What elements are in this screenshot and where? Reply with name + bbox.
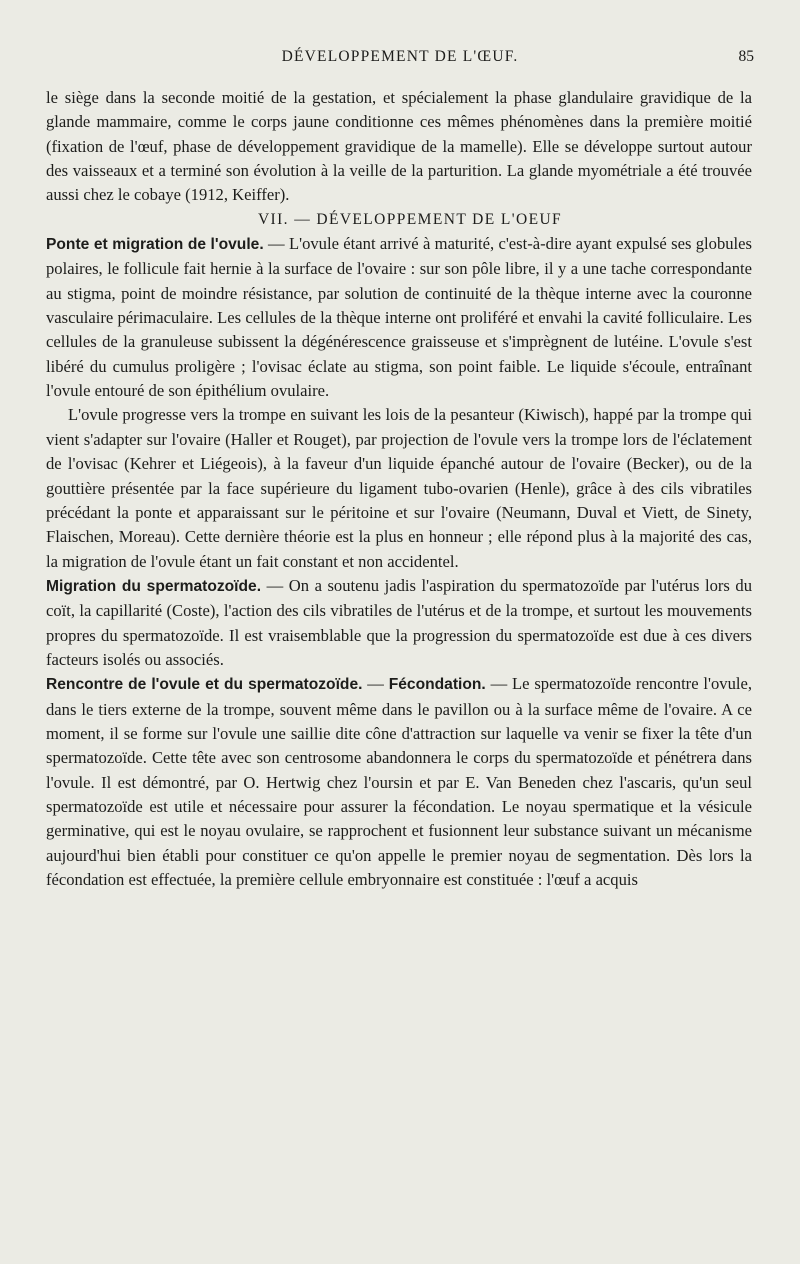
page-header — [46, 48, 754, 72]
paragraph-fecondation — [46, 672, 752, 892]
run-in-heading-ponte: Ponte et migration de l'ovule. — [46, 236, 264, 254]
run-in-heading-rencontre: Rencontre de l'ovule et du spermatozoïde. — [46, 676, 363, 694]
paragraph-ponte — [46, 232, 752, 403]
running-title: DÉVELOPPEMENT DE L'ŒUF. — [281, 48, 519, 65]
page-number: 85 — [738, 48, 754, 65]
page-body — [46, 86, 752, 892]
run-in-heading-fecondation: Fécondation. — [388, 676, 486, 694]
paragraph-fecondation-text: — Le spermatozoïde rencontre l'ovule, dans le tiers externe de la trompe, souvent même dans le pavillon ou à la surface même de l'ovaire. A ce moment, il se forme sur l'ovule une saillie dite cône d'attraction sur laquelle va venir se fixer la tête d'un spermatozoïde. Cette tête avec son centrosome abandonnera le corps du spermatozoïde et pénétrera dans l'ovule. Il est démontré, par O. Hertwig chez l'oursin et par E. Van Beneden chez l'ascaris, qu'un seul spermatozoïde est utile et nécessaire pour assurer la fécondation. Le noyau spermatique et la vésicule germinative, qui est le noyau ovulaire, se rapprochent et fusionnent leur substance suivant un mécanisme aujourd'hui bien établi pour constituer ce qu'on appelle le premier noyau de segmentation. Dès lors la fécondation est effectuée, la première cellule embryonnaire est constituée : l'œuf a acquis — [46, 674, 753, 889]
run-in-heading-migration: Migration du spermatozoïde. — [46, 577, 262, 595]
paragraph-ovule-progression: L'ovule progresse vers la trompe en suivant les lois de la pesanteur (Kiwisch), happé par la trompe qui vient s'adapter sur l'ovaire (Haller et Rouget), par projection de l'ovule vers la trompe lors de l'éclatement de l'ovisac (Kehrer et Liégeois), à la faveur d'un liquide épanché autour de l'ovaire (Becker), ou de la gouttière présentée par la face supérieure du ligament tubo-ovarien (Henle), grâce à des cils vibratiles précédant la ponte et apparaissant sur le péritoine et sur l'ovaire (Neumann, Duval et Viett, de Sinety, Flaischen, Moreau). Cette dernière théorie est la plus en honneur ; elle répond plus à la majorité des cas, la migration de l'ovule étant un fait constant et non accidentel. — [46, 405, 752, 571]
section-title: VII. — DÉVELOPPEMENT DE L'OEUF — [257, 210, 563, 228]
paragraph-ponte-text: — L'ovule étant arrivé à maturité, c'est-à-dire ayant expulsé ses globules polaires, le follicule fait hernie à la surface de l'ovaire : sur son pôle libre, il y a une tache correspondante au stigma, point de moindre résistance, par solution de continuité de la thèque interne avec la couronne vasculaire périmaculaire. Les cellules de la thèque interne ont proliféré et envahi la cavité folliculaire. Les cellules de la granuleuse subissent la dégénérescence graisseuse et s'imprègnent de lutéine. L'ovule s'est libéré du cumulus proligère ; l'ovisac éclate au stigma, son point faible. Le liquide s'écoule, entraînant l'ovule entouré de son épithélium ovulaire. — [46, 234, 752, 401]
paragraph-continued: le siège dans la seconde moitié de la gestation, et spécialement la phase glandulaire gravidique de la glande mammaire, comme le corps jaune conditionne ces mêmes phénomènes dans la première moitié (fixation de l'œuf, phase de développement gravidique de la mamelle). Elle se développe surtout autour des vaisseaux et a terminé son évolution à la veille de la parturition. La glande myométriale a été trouvée aussi chez le cobaye (1912, Keiffer). — [46, 88, 752, 205]
paragraph-migration-text: — On a soutenu jadis l'aspiration du spermatozoïde par l'utérus lors du coït, la capillarité (Coste), l'action des cils vibratiles de l'utérus et de la trompe, et surtout les mouvements propres du spermatozoïde. Il est vraisemblable que la progression du spermatozoïde est due à ces divers facteurs isolés ou associés. — [46, 575, 752, 669]
paragraph-migration-spermatozoide — [46, 574, 752, 672]
heading-dash: — — [362, 674, 389, 694]
